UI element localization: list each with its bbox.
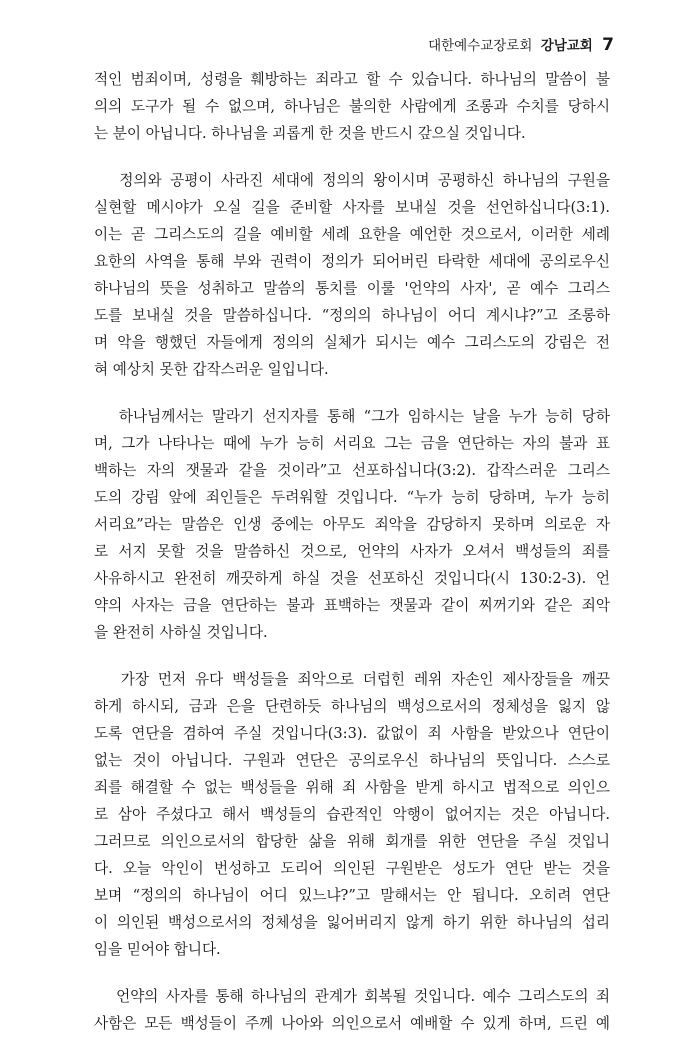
text-line: 요한의 사역을 통해 부와 권력이 정의가 되어버린 타락한 세대에 공의로우신 [94,253,610,270]
text-line: 하게 하시되, 금과 은을 단련하듯 하나님의 백성으로서의 정체성을 잃지 않 [94,698,610,715]
church-name: 대한예수교장로회 [428,38,533,54]
text-line: 백하는 자의 잿물과 같을 것이라”고 선포하십니다(3:2). 갑작스러운 그리스 [94,462,610,479]
text-line: 죄를 해결할 수 없는 백성들을 위해 죄 사함을 받게 하시고 법적으로 의인으 [94,779,610,796]
page-number: 7 [602,35,614,55]
paragraph [94,666,610,963]
text-line: 도를 보내실 것을 말씀하십니다. “정의의 하나님이 어디 계시냐?”고 조롱하 [94,307,610,324]
text-line: 다. 오늘 악인이 번성하고 도리어 의인된 구원받은 성도가 연단 받는 것을 [94,860,610,877]
text-line: 을 완전히 사하실 것입니다. [94,624,268,641]
text-line: 도의 강림 앞에 죄인들은 두려워할 것입니다. “누가 능히 당하며, 누가 능히 [94,489,610,506]
text-line: 보며 “정의의 하나님이 어디 있느냐?”고 말해서는 안 됩니다. 오히려 연단 [94,887,610,904]
text-line: 도록 연단을 겸하여 주실 것입니다(3:3). 값없이 죄 사함을 받았으나 연단이 [94,725,610,742]
page-header [428,34,614,55]
text-line: 약의 사자는 금을 연단하는 불과 표백하는 잿물과 같이 찌꺼기와 같은 죄악 [94,597,610,614]
text-line: 임을 믿어야 합니다. [94,941,221,958]
text-line: 혀 예상치 못한 갑작스러운 일입니다. [94,361,329,378]
text-line: 사유하시고 완전히 깨끗하게 하실 것을 선포하신 것입니다(시 130:2-3). 언 [94,570,610,587]
text-line: 정의와 공평이 사라진 세대에 정의의 왕이시며 공평하신 하나님의 구원을 [94,172,610,189]
body-text [94,66,610,1057]
text-line: 는 분이 아닙니다. 하나님을 괴롭게 한 것을 반드시 갚으실 것입니다. [94,125,526,142]
branch-name: 강남교회 [540,38,593,54]
text-line: 그러므로 의인으로서의 합당한 삶을 위해 회개를 위한 연단을 주실 것입니 [94,833,610,850]
text-line: 서리요”라는 말씀은 인생 중에는 아무도 죄악을 감당하지 못하며 의로운 자 [94,516,610,533]
text-line: 사함은 모든 백성들이 주께 나아와 의인으로서 예배할 수 있게 하며, 드린 예 [94,1015,610,1032]
text-line: 실현할 메시야가 오실 길을 준비할 사자를 보내실 것을 선언하십니다(3:1). [94,199,610,216]
paragraph [94,983,610,1037]
text-line: 가장 먼저 유다 백성들을 죄악으로 더럽힌 레위 자손인 제사장들을 깨끗 [94,671,610,688]
text-line: 이 의인된 백성으로서의 정체성을 잃어버리지 않게 하기 위한 하나님의 섭리 [94,914,610,931]
paragraph [94,66,610,147]
paragraph [94,167,610,383]
paragraph [94,403,610,646]
text-line: 로 삼아 주셨다고 해서 백성들의 습관적인 악행이 없어지는 것은 아닙니다. [94,806,610,823]
text-line: 하나님의 뜻을 성취하고 말씀의 통치를 이룰 '언약의 사자', 곧 예수 그리스 [94,280,610,297]
text-line: 로 서지 못할 것을 말씀하신 것으로, 언약의 사자가 오셔서 백성들의 죄를 [94,543,610,560]
text-line: 며, 그가 나타나는 때에 누가 능히 서리요 그는 금을 연단하는 자의 불과 표 [94,435,610,452]
text-line: 언약의 사자를 통해 하나님의 관계가 회복될 것입니다. 예수 그리스도의 죄 [94,988,610,1005]
text-line: 의의 도구가 될 수 없으며, 하나님은 불의한 사람에게 조롱과 수치를 당하시 [94,98,610,115]
text-line: 며 악을 행했던 자들에게 정의의 실체가 되시는 예수 그리스도의 강림은 전 [94,334,610,351]
text-line: 없는 것이 아닙니다. 구원과 연단은 공의로우신 하나님의 뜻입니다. 스스로 [94,752,610,769]
text-line: 이는 곧 그리스도의 길을 예비할 세례 요한을 예언한 것으로서, 이러한 세례 [94,226,610,243]
text-line: 하나님께서는 말라기 선지자를 통해 “그가 임하시는 날을 누가 능히 당하 [94,408,610,425]
text-line: 적인 범죄이며, 성령을 훼방하는 죄라고 할 수 있습니다. 하나님의 말씀이 불 [94,71,610,88]
